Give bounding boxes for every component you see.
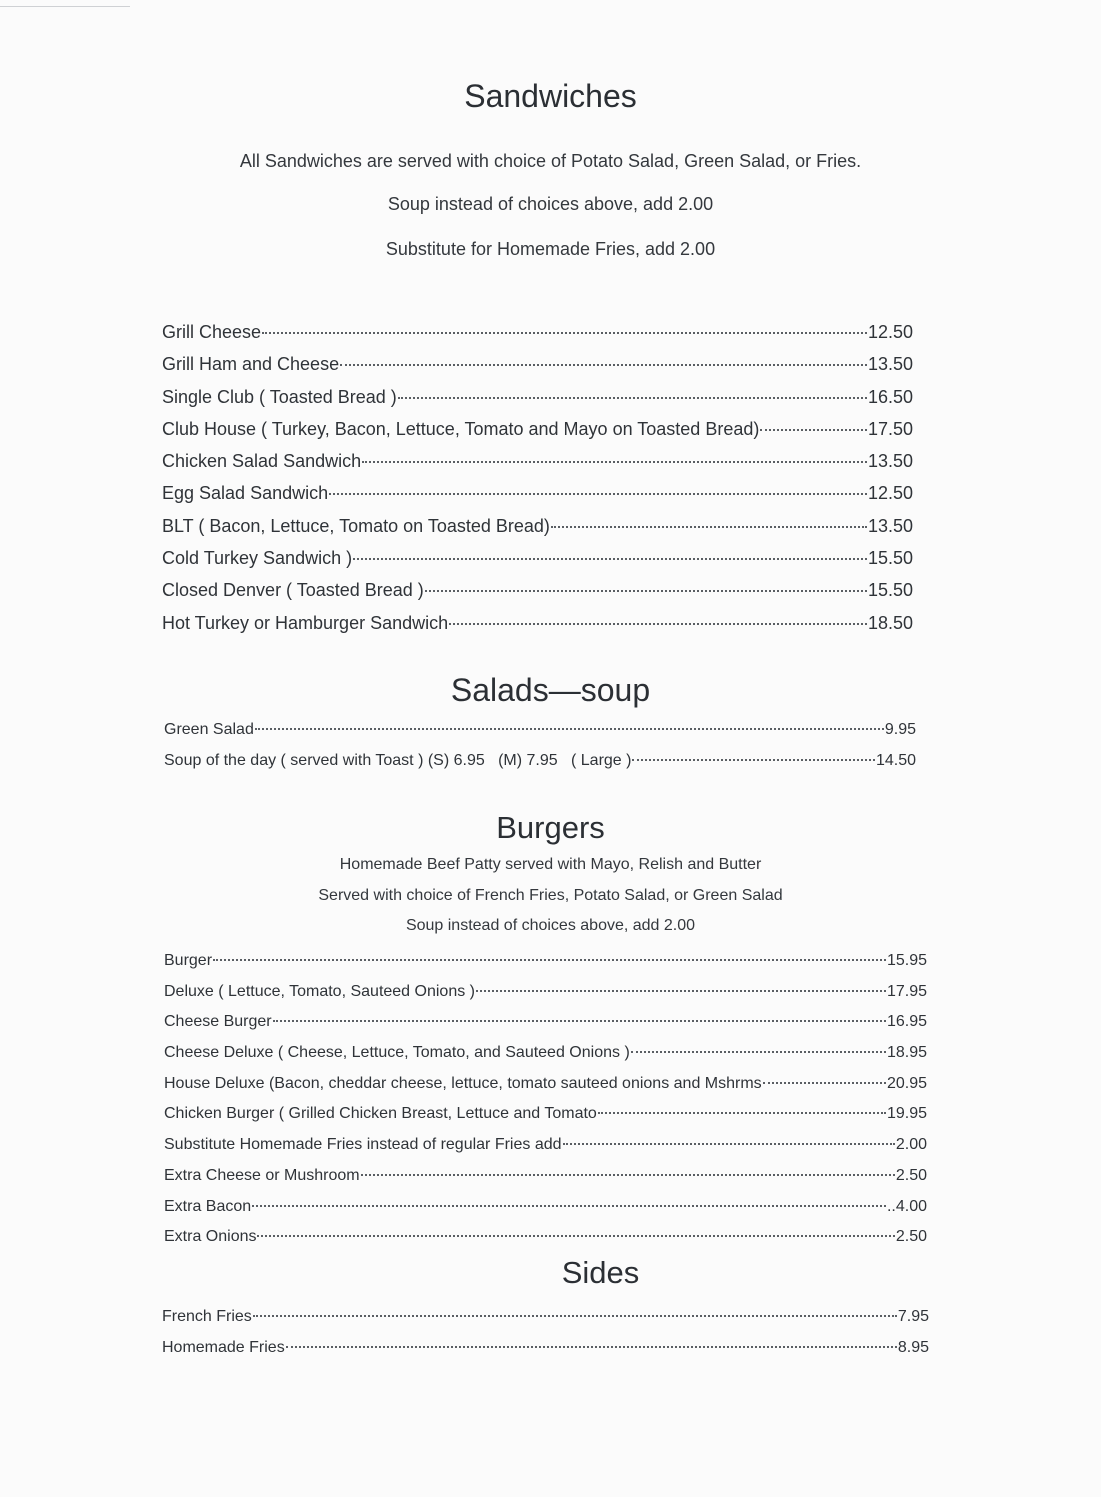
menu-item	[164, 1013, 927, 1044]
item-price: 7.95	[897, 1308, 929, 1325]
item-name: Egg Salad Sandwich	[162, 483, 329, 504]
item-name: Chicken Burger ( Grilled Chicken Breast, Lettuce and Tomato	[164, 1105, 597, 1123]
burgers-note: Served with choice of French Fries, Potato Salad, or Green Salad	[318, 887, 783, 904]
sandwiches-list	[162, 322, 913, 645]
item-name: Hot Turkey or Hamburger Sandwich	[162, 612, 449, 633]
item-name: House Deluxe (Bacon, cheddar cheese, lettuce, tomato sauteed onions and Mshrms	[164, 1074, 762, 1092]
menu-item	[164, 952, 927, 983]
item-price: 14.50	[875, 752, 916, 769]
dot-leader	[286, 1346, 897, 1348]
menu-item	[164, 1136, 927, 1167]
sandwiches-note: All Sandwiches are served with choice of Potato Salad, Green Salad, or Fries.	[239, 151, 862, 171]
item-name: Homemade Fries	[162, 1338, 285, 1356]
dot-leader	[631, 1051, 886, 1053]
menu-item	[162, 516, 913, 548]
menu-item	[164, 1198, 927, 1229]
menu-item	[162, 548, 913, 580]
menu-item	[164, 721, 916, 752]
item-price: 13.50	[867, 451, 913, 472]
item-price: 15.50	[867, 580, 913, 601]
burgers-note: Homemade Beef Patty served with Mayo, Relish and Butter	[339, 856, 762, 873]
sandwiches-section	[0, 78, 1101, 648]
dot-leader	[253, 1315, 897, 1317]
dot-leader	[353, 558, 867, 560]
item-name: Single Club ( Toasted Bread )	[162, 386, 397, 407]
dot-leader	[551, 526, 867, 528]
salads-section	[0, 672, 1101, 782]
item-price: 19.95	[886, 1105, 927, 1123]
item-price: 13.50	[867, 354, 913, 375]
menu-item	[162, 1308, 929, 1339]
item-price: 20.95	[886, 1074, 927, 1092]
sandwiches-note: Soup instead of choices above, add 2.00	[387, 194, 714, 214]
item-name: Cheese Burger	[164, 1013, 272, 1031]
menu-item	[164, 1044, 927, 1075]
item-name: French Fries	[162, 1308, 252, 1325]
item-name: Substitute Homemade Fries instead of regular Fries add	[164, 1136, 562, 1154]
item-name: Extra Cheese or Mushroom	[164, 1166, 360, 1184]
item-price: 15.50	[867, 548, 913, 569]
dot-leader	[763, 1082, 886, 1084]
dot-leader	[262, 332, 867, 334]
dot-leader	[329, 493, 867, 495]
item-price: 9.95	[884, 721, 916, 738]
menu-item	[162, 451, 913, 483]
item-price: 2.50	[895, 1166, 927, 1184]
dot-leader	[476, 990, 886, 992]
sides-title: Sides	[561, 1255, 640, 1290]
item-price: 15.95	[886, 952, 927, 969]
item-price: 16.95	[886, 1013, 927, 1031]
item-name: Extra Onions	[164, 1228, 257, 1246]
burgers-note: Soup instead of choices above, add 2.00	[405, 917, 696, 934]
item-price: 12.50	[867, 322, 913, 342]
item-price: 2.50	[895, 1228, 927, 1246]
item-price: 18.50	[867, 612, 913, 633]
sides-list	[162, 1308, 929, 1369]
menu-item	[162, 483, 913, 515]
item-price: 17.95	[886, 982, 927, 1000]
item-name: Deluxe ( Lettuce, Tomato, Sauteed Onions )	[164, 982, 475, 1000]
sandwiches-note: Substitute for Homemade Fries, add 2.00	[385, 239, 716, 259]
item-name: Club House ( Turkey, Bacon, Lettuce, Tomato and Mayo on Toasted Bread)	[162, 418, 760, 439]
item-price: ..4.00	[886, 1197, 927, 1215]
item-price: 13.50	[867, 515, 913, 536]
item-price: 2.00	[895, 1136, 927, 1154]
menu-item	[164, 1075, 927, 1106]
dot-leader	[449, 623, 867, 625]
dot-leader	[255, 728, 884, 730]
menu-item	[162, 419, 913, 451]
dot-leader	[362, 461, 867, 463]
item-name: Burger	[164, 952, 213, 969]
menu-item	[162, 580, 913, 612]
menu-item	[162, 1339, 929, 1370]
dot-leader	[598, 1112, 886, 1114]
burgers-section	[0, 810, 1101, 1260]
burgers-title: Burgers	[496, 810, 605, 845]
dot-leader	[398, 397, 867, 399]
dot-leader	[273, 1020, 886, 1022]
dot-leader	[257, 1235, 894, 1237]
item-name: Extra Bacon	[164, 1197, 252, 1215]
item-name: BLT ( Bacon, Lettuce, Tomato on Toasted Bread)	[162, 515, 550, 536]
menu-item	[162, 354, 913, 386]
dot-leader	[425, 590, 867, 592]
sandwiches-title: Sandwiches	[464, 78, 637, 114]
dot-leader	[340, 364, 867, 366]
item-name: Cold Turkey Sandwich )	[162, 548, 353, 569]
item-name: Cheese Deluxe ( Cheese, Lettuce, Tomato, and Sauteed Onions )	[164, 1044, 630, 1062]
item-name: Soup of the day ( served with Toast ) (S) 6.95 (M) 7.95 ( Large )	[164, 752, 632, 769]
item-price: 17.50	[867, 418, 913, 439]
item-name: Green Salad	[164, 721, 254, 738]
menu-item	[164, 1105, 927, 1136]
item-name: Grill Ham and Cheese	[162, 354, 340, 375]
menu-item	[162, 387, 913, 419]
burgers-list	[164, 952, 927, 1259]
item-name: Chicken Salad Sandwich	[162, 451, 362, 472]
salads-title: Salads—soup	[450, 672, 651, 708]
dot-leader	[252, 1205, 886, 1207]
menu-item	[162, 613, 913, 645]
sides-section	[0, 1255, 1101, 1375]
dot-leader	[760, 429, 867, 431]
salads-list	[164, 721, 916, 783]
menu-item	[162, 322, 913, 354]
item-price: 8.95	[897, 1338, 929, 1356]
dot-leader	[361, 1174, 895, 1176]
menu-item	[164, 983, 927, 1014]
menu-item	[164, 752, 916, 783]
dot-leader	[563, 1143, 895, 1145]
item-name: Grill Cheese	[162, 322, 262, 342]
item-price: 12.50	[867, 483, 913, 504]
dot-leader	[632, 759, 874, 761]
dot-leader	[213, 959, 886, 961]
item-name: Closed Denver ( Toasted Bread )	[162, 580, 424, 601]
item-price: 18.95	[886, 1044, 927, 1062]
top-rule	[0, 6, 130, 7]
item-price: 16.50	[867, 386, 913, 407]
menu-item	[164, 1167, 927, 1198]
